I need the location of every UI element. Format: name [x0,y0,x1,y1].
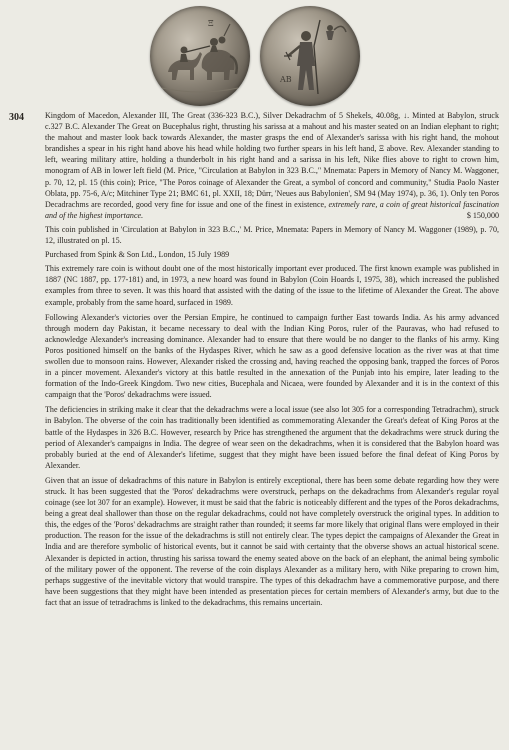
lot-estimate: $ 150,000 [466,210,499,220]
coin-obverse-image [150,6,250,106]
lot-number: 304 [9,112,24,123]
lot-description-text: Kingdom of Macedon, Alexander III, The Great (336-323 B.C.), Silver Dekadrachm of 5 Shekels, 40.08g, ↓. Minted at Babylon, struck c.327 B.C. Alexander The Great on Bucephalus right, thrusting his sarissa at a mahout and his master seated on an Indian elephant to right; the mahout and master look back towards Alexander, the master grasps the end of Alexander's sarissa with his right hand, the mohout brandishes a spear in his right hand above his head while holding two further spears in his left hand, Ξ above. Rev. Alexander standing to left, wearing military attire, holding a thunderbolt in his right hand and a sarissa in his left, Nike flies above to right to crown him, monogram of AB in lower left field (M. Price, "Circulation at Babylon in 323 B.C.," Mnemata: Papers in Memory of Nancy M. Waggoner, p. 70, 12, pl. 15 (this coin); Price, "The Poros coinage of Alexander the Great, a symbol of concord and community," Studia Paolo Naster Oblata, pp. 75-6, A/c; Mitchiner Type 21; BMC 61, pl. XXII, 18; Dürr, 'Neues aus Babylonien', SM 94 (May 1974), p. 36, 1). Only ten Poros Decadrachms are recorded, good very fine for issue and one of the finest in existence, [45,111,500,209]
lot-description-italic: extremely rare, a coin of great historical fascination and of the highest importance. [45,199,499,220]
lot-content [45,110,499,612]
paragraph-debate: Given that an issue of dekadrachms of this nature in Babylon is entirely exceptional, there has been some debate regarding how they were struck. It has been suggested that the 'Poros' dekadrachms were overstruck, perhaps on the dekadrachms from Alexander's regular royal coinage (see lot 307 for an example). However, it must be said that the fabric is noticeably different and the types of the Poros dekadrachms, being a great deal shallower than those on the regular dekadrachms, could not have completely overstruck the original types. In addition to this, the edges of the 'Poros' dekadrachms are straight rather than rounded; it seems far more likely that original flans were employed in their production. The reason for the issue of the dekadrachms is still not entirely clear. The types depict the campaigns of Alexander the Great in India and are therefore symbolic of historical events, but it cannot be said with certainty that the obverse shows an actual historical scene. Alexander is depicted in action, thrusting his sarissa toward the enemy seated above on the back of an elephant, the animal being symbolic of the military power of the opponent. The reverse of the coin displays Alexander as a military hero, with Nike preparing to crown him, perhaps suggestive of the inevitable victory that would transpire. The types of this dekadrachm have a commemorative purpose, and there have been suggestions that they might have been intended as presentation pieces for certain members of Alexander's army, but due to the fact that an issue of tetradrachms is linked to the dekadrachms, this remains uncertain. [45,475,499,607]
published-note: This coin published in 'Circulation at Babylon in 323 B.C.,' M. Price, Mnemata: Papers in Memory of Nancy M. Waggoner (1989), p. 70, 12, illustrated on pl. 15. [45,224,499,246]
lot-description [45,110,499,221]
svg-text:AB: AB [280,75,292,84]
coin-images [150,6,360,106]
paragraph-campaign: Following Alexander's victories over the Persian Empire, he continued to campaign further East towards India. As his army advanced through modern day Pakistan, it became necessary to deal with the Indian King Poros, ruler of the Pauravas, who had refused to acknowledge Alexander's increasing dominance. Alexander had to ensure that there would be no danger to the flanks of his army. King Poros positioned himself on the banks of the Hydaspes River, which he saw as a good defensive location as the river was at that time swollen due to monsoon rains. However, Alexander risked the crossing and, having reached the opposing bank, trapped the forces of Poros in a pincer movement. Alexander's victory at this battle resulted in the annexation of the Punjab into his empire, later leading to the formation of the Indo-Greek Kingdom. Two new cities, Bucephala and Nicaea, were founded by Alexander and it is in the context of this campaign that the 'Poros' dekadrachms were issued. [45,312,499,400]
provenance-note: Purchased from Spink & Son Ltd., London, 15 July 1989 [45,250,230,260]
paragraph-history: This extremely rare coin is without doubt one of the most historically important ever produced. The first known example was published in 1887 (NC 1887, pp. 177-181) and, in 1973, a new hoard was found in Babylon (Coin Hoards I, 1975, 38), which increased the published examples from three to seven. It was this hoard that assisted with the dating of the issue to the lifetime of Alexander the Great. The above example, probably from the same hoard, surfaced in 1989. [45,264,499,307]
paragraph-striking: The deficiencies in striking make it clear that the dekadrachms were a local issue (see also lot 305 for a corresponding Tetradrachm), struck in Babylon. The obverse of the coin has traditionally been identified as commemorating Alexander the Great's defeat of King Poros at the battle of the Hydaspes in 326 B.C. However, research by Price has strengthened the argument that the dekadrachms were struck during the period of Alexander's campaigns in India. The degree of wear seen on the dekadrachms, when it is considered that the Babylon hoard was probably buried at the end of Alexander's lifetime, suggest that they might have been issued before the final defeat of King Poros by Alexander. [45,405,499,470]
svg-text:Ξ: Ξ [208,19,214,28]
coin-reverse-image [260,6,360,106]
